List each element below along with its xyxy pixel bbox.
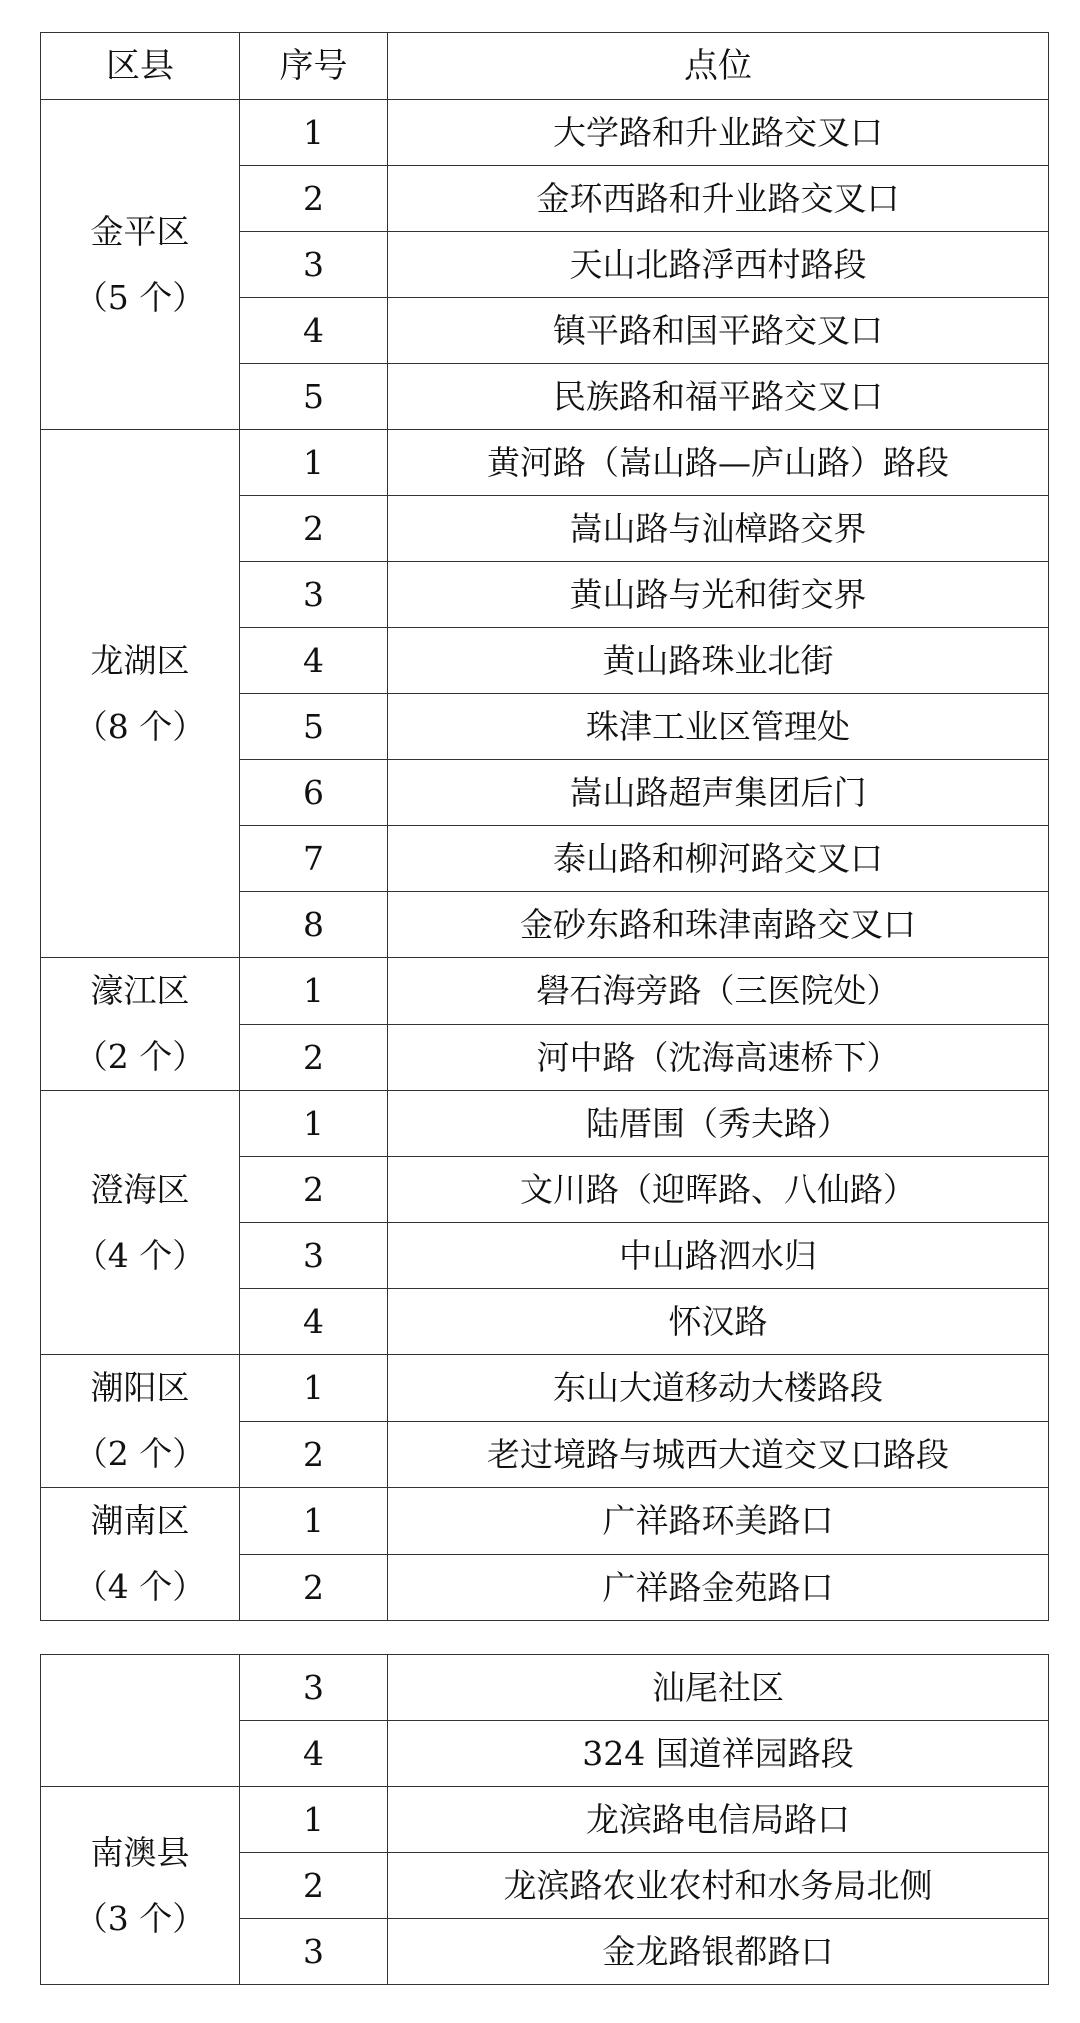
location-cell: 嵩山路超声集团后门 (388, 760, 1049, 826)
table-row (41, 430, 1049, 496)
district-cell (41, 1787, 240, 1985)
number-cell: 5 (240, 364, 388, 430)
location-cell: 金环西路和升业路交叉口 (388, 166, 1049, 232)
location-cell: 镇平路和国平路交叉口 (388, 298, 1049, 364)
location-cell: 龙滨路农业农村和水务局北侧 (388, 1853, 1049, 1919)
district-count: （3 个） (74, 1898, 206, 1938)
location-cell: 老过境路与城西大道交叉口路段 (388, 1421, 1049, 1488)
district-count: （2 个） (74, 1434, 206, 1473)
location-cell: 礐石海旁路（三医院处） (388, 958, 1049, 1025)
table-row (41, 1655, 1049, 1721)
district-name: 潮南区 (90, 1501, 190, 1540)
location-cell: 汕尾社区 (388, 1655, 1049, 1721)
number-cell: 6 (240, 760, 388, 826)
number-cell: 1 (240, 1355, 388, 1422)
number-cell: 2 (240, 1853, 388, 1919)
district-name: 金平区 (90, 211, 190, 251)
district-cell (41, 430, 240, 958)
district-cell (41, 1091, 240, 1355)
table-header-row (41, 33, 1049, 100)
district-name: 南澳县 (90, 1832, 190, 1872)
number-cell: 3 (240, 232, 388, 298)
table-row (41, 1488, 1049, 1555)
table-row (41, 1091, 1049, 1157)
location-cell: 珠津工业区管理处 (388, 694, 1049, 760)
location-cell: 广祥路金苑路口 (388, 1554, 1049, 1621)
district-name: 濠江区 (90, 971, 190, 1010)
number-cell: 3 (240, 562, 388, 628)
number-cell: 2 (240, 1024, 388, 1091)
district-cell (41, 1355, 240, 1488)
location-cell: 金龙路银都路口 (388, 1919, 1049, 1985)
number-cell: 2 (240, 1421, 388, 1488)
district-name: 潮阳区 (90, 1368, 190, 1407)
location-cell: 天山北路浮西村路段 (388, 232, 1049, 298)
header-number: 序号 (240, 33, 388, 100)
district-cell-empty (41, 1655, 240, 1787)
number-cell: 4 (240, 1289, 388, 1355)
location-cell: 东山大道移动大楼路段 (388, 1355, 1049, 1422)
location-cell: 黄山路珠业北街 (388, 628, 1049, 694)
number-cell: 4 (240, 628, 388, 694)
location-cell: 黄山路与光和街交界 (388, 562, 1049, 628)
district-count: （2 个） (74, 1037, 206, 1076)
location-cell: 文川路（迎晖路、八仙路） (388, 1157, 1049, 1223)
table-row (41, 958, 1049, 1025)
number-cell: 1 (240, 1787, 388, 1853)
number-cell: 1 (240, 958, 388, 1025)
district-cell (41, 100, 240, 430)
number-cell: 3 (240, 1919, 388, 1985)
district-name: 澄海区 (90, 1169, 190, 1209)
district-count: （8 个） (74, 706, 206, 746)
district-count: （4 个） (74, 1235, 206, 1275)
location-cell: 中山路泗水归 (388, 1223, 1049, 1289)
location-cell: 河中路（沈海高速桥下） (388, 1024, 1049, 1091)
location-cell: 嵩山路与汕樟路交界 (388, 496, 1049, 562)
locations-table-continued (40, 1654, 1049, 1985)
location-cell: 泰山路和柳河路交叉口 (388, 826, 1049, 892)
number-cell: 2 (240, 166, 388, 232)
district-cell (41, 1488, 240, 1621)
number-cell: 7 (240, 826, 388, 892)
location-cell: 广祥路环美路口 (388, 1488, 1049, 1555)
district-cell (41, 958, 240, 1091)
location-cell: 陆厝围（秀夫路） (388, 1091, 1049, 1157)
header-district: 区县 (41, 33, 240, 100)
number-cell: 3 (240, 1223, 388, 1289)
table-row (41, 1355, 1049, 1422)
table-row (41, 100, 1049, 166)
number-cell: 2 (240, 496, 388, 562)
location-cell: 怀汉路 (388, 1289, 1049, 1355)
location-cell: 龙滨路电信局路口 (388, 1787, 1049, 1853)
location-cell: 民族路和福平路交叉口 (388, 364, 1049, 430)
location-cell: 黄河路（嵩山路—庐山路）路段 (388, 430, 1049, 496)
district-count: （5 个） (74, 277, 206, 317)
locations-table (40, 32, 1049, 1621)
table-row (41, 1787, 1049, 1853)
location-cell: 324 国道祥园路段 (388, 1721, 1049, 1787)
location-cell: 金砂东路和珠津南路交叉口 (388, 892, 1049, 958)
location-cell: 大学路和升业路交叉口 (388, 100, 1049, 166)
number-cell: 4 (240, 298, 388, 364)
number-cell: 5 (240, 694, 388, 760)
number-cell: 1 (240, 100, 388, 166)
header-location: 点位 (388, 33, 1049, 100)
district-name: 龙湖区 (90, 640, 190, 680)
table-body (41, 33, 1049, 1621)
number-cell: 2 (240, 1554, 388, 1621)
number-cell: 2 (240, 1157, 388, 1223)
district-count: （4 个） (74, 1567, 206, 1606)
table-body-continued (41, 1655, 1049, 1985)
number-cell: 8 (240, 892, 388, 958)
number-cell: 1 (240, 1091, 388, 1157)
number-cell: 4 (240, 1721, 388, 1787)
number-cell: 1 (240, 430, 388, 496)
number-cell: 3 (240, 1655, 388, 1721)
number-cell: 1 (240, 1488, 388, 1555)
